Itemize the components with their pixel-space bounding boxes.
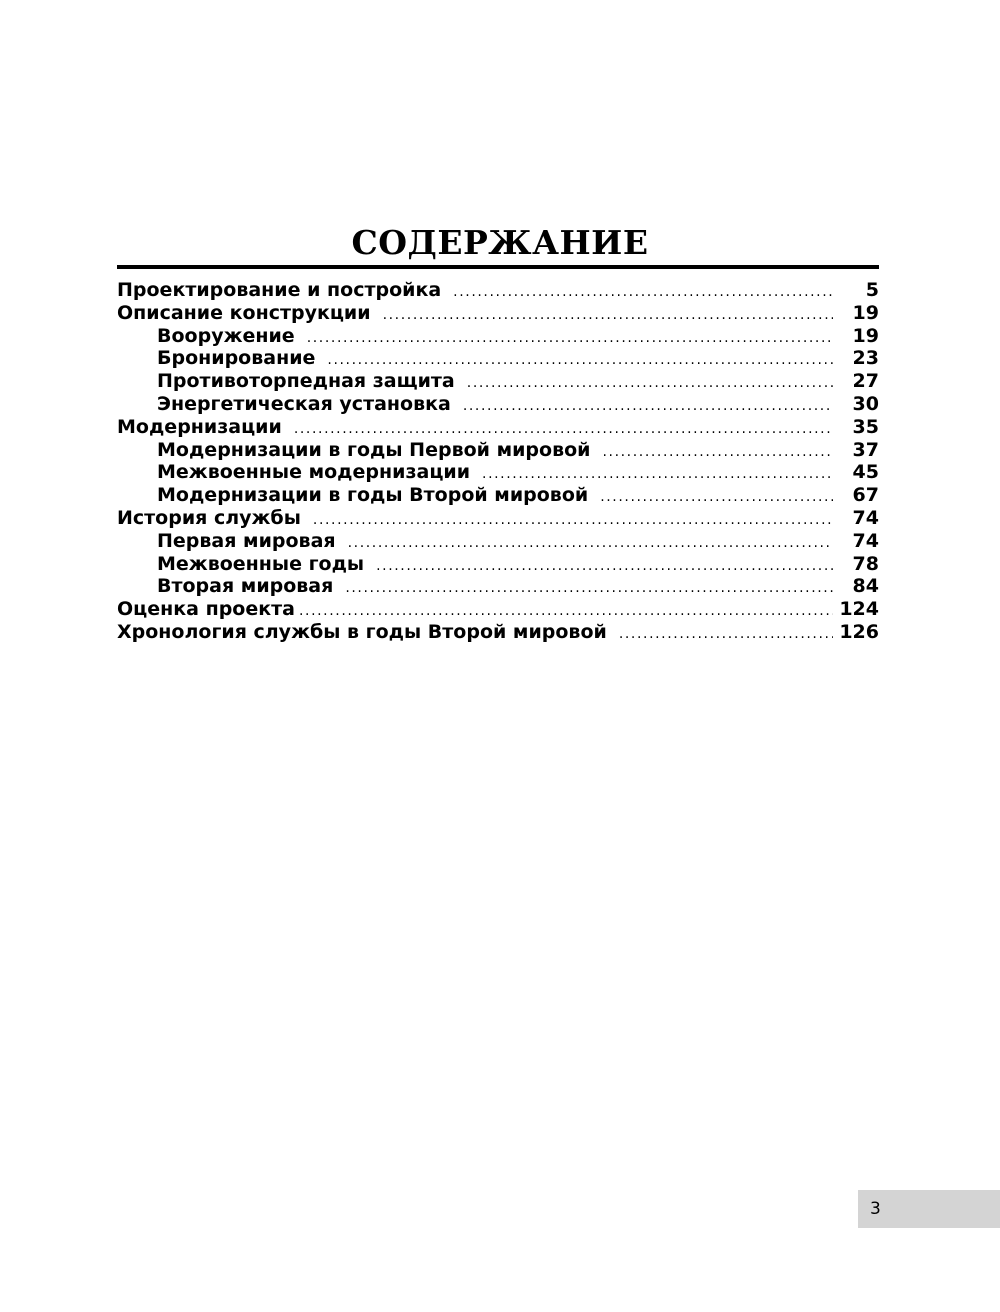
dot-leader <box>327 349 833 372</box>
toc-entry-page: 37 <box>852 438 879 461</box>
toc-entry-title: Модернизации <box>117 415 282 438</box>
dot-leader <box>307 327 833 350</box>
toc-entry-title: Межвоенные годы <box>157 552 365 575</box>
toc-entry-page: 67 <box>852 484 879 507</box>
toc-entry-ww2-modernizations <box>117 484 879 507</box>
page-number: 3 <box>870 1199 881 1219</box>
toc-entry-title: Модернизации в годы Первой мировой <box>157 438 591 461</box>
dot-leader <box>463 395 833 418</box>
toc-entry-modernizations <box>117 416 879 439</box>
toc-entry-page: 74 <box>852 529 879 552</box>
toc-entry-service-history <box>117 507 879 530</box>
toc-entry-title: Описание конструкции <box>117 301 371 324</box>
dot-leader <box>619 623 833 646</box>
toc-entry-second-world-war <box>117 575 879 598</box>
toc-entry-page: 74 <box>852 506 879 529</box>
dot-leader <box>294 418 833 441</box>
page-title: СОДЕРЖАНИЕ <box>351 223 649 262</box>
toc-entry-title: Вооружение <box>157 324 295 347</box>
dot-leader <box>453 281 833 304</box>
dot-leader <box>345 577 833 600</box>
toc-entry-title: Бронирование <box>157 347 316 370</box>
toc-entry-first-world-war <box>117 530 879 553</box>
toc-entry-page: 19 <box>852 324 879 347</box>
toc-entry-title: Вторая мировая <box>157 575 334 598</box>
toc-entry-title: Проектирование и постройка <box>117 279 442 301</box>
dot-leader <box>348 532 833 555</box>
toc-entry-title: Оценка проекта <box>117 598 295 621</box>
toc-entry-title: Хронология службы в годы Второй мировой <box>117 620 607 643</box>
toc-entry-ww2-service-chronology <box>117 621 879 644</box>
toc-entry-construction-description <box>117 302 879 325</box>
dot-leader <box>600 486 833 509</box>
toc-entry-interwar-modernizations <box>117 461 879 484</box>
toc-entry-title: История службы <box>117 506 301 529</box>
toc-entry-page: 30 <box>852 392 879 415</box>
toc-entry-page: 5 <box>865 279 879 301</box>
title-underline-rule <box>117 265 879 269</box>
toc-entry-torpedo-protection <box>117 370 879 393</box>
toc-entry-page: 84 <box>852 575 879 598</box>
toc-entry-page: 45 <box>852 461 879 484</box>
dot-leader <box>383 304 833 327</box>
toc-entry-ww1-modernizations <box>117 439 879 462</box>
toc-entry-page: 23 <box>852 347 879 370</box>
toc-entry-power-plant <box>117 393 879 416</box>
toc-entry-page: 27 <box>852 370 879 393</box>
toc-entry-title: Первая мировая <box>157 529 336 552</box>
toc-entry-page: 19 <box>852 301 879 324</box>
dot-leader <box>602 441 833 464</box>
dot-leader <box>482 463 833 486</box>
dot-leader <box>299 600 833 623</box>
page-number-tab <box>858 1190 1000 1228</box>
toc-entry-title: Противоторпедная защита <box>157 370 455 393</box>
toc-entry-page: 126 <box>839 620 879 643</box>
toc-entry-page: 35 <box>852 415 879 438</box>
toc-entry-page: 78 <box>852 552 879 575</box>
table-of-contents <box>117 279 879 644</box>
dot-leader <box>376 555 833 578</box>
toc-entry-title: Модернизации в годы Второй мировой <box>157 484 589 507</box>
toc-entry-design-construction <box>117 279 879 302</box>
dot-leader <box>467 372 833 395</box>
toc-entry-armor <box>117 347 879 370</box>
toc-entry-armament <box>117 325 879 348</box>
toc-entry-interwar-years <box>117 553 879 576</box>
toc-entry-page: 124 <box>839 598 879 621</box>
toc-entry-title: Энергетическая установка <box>157 392 451 415</box>
toc-entry-title: Межвоенные модернизации <box>157 461 471 484</box>
dot-leader <box>313 509 833 532</box>
toc-entry-project-assessment <box>117 598 879 621</box>
